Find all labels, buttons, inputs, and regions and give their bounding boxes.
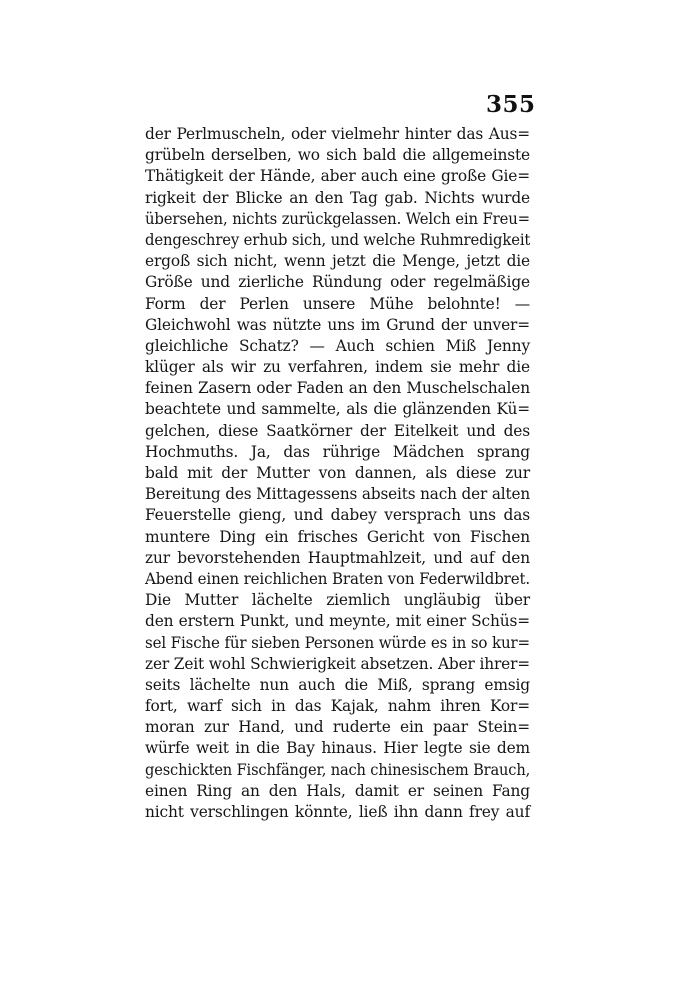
text-line: gelchen, diese Saatkörner der Eitelkeit und des	[145, 421, 530, 440]
text-line: Form der Perlen unsere Mühe belohnte! —	[145, 294, 530, 313]
text-line: sel Fische für sieben Personen würde es in so kur=	[145, 633, 531, 652]
text-line: der Perlmuscheln, oder vielmehr hinter das Aus=	[145, 125, 530, 143]
text-line: Feuerstelle gieng, und dabey versprach uns das	[145, 506, 530, 525]
text-line: beachtete und sammelte, als die glänzenden Kü=	[145, 400, 530, 419]
text-line: fort, warf sich in das Kajak, nahm ihren Kor=	[145, 697, 530, 716]
text-line: Abend einen reichlichen Braten von Federwildbret.	[145, 569, 531, 588]
text-line: würfe weit in die Bay hinaus. Hier legte sie dem	[145, 739, 530, 758]
text-line: den erstern Punkt, und meynte, mit einer Schüs=	[145, 612, 530, 631]
text-line: Gleichwohl was nützte uns im Grund der unver=	[145, 315, 530, 334]
text-line: gleichliche Schatz? — Auch schien Miß Jenny	[145, 336, 530, 355]
text-line: einen Ring an den Hals, damit er seinen Fang	[145, 781, 530, 800]
text-line: bald mit der Mutter von dannen, als diese zur	[145, 464, 530, 482]
text-line: rigkeit der Blicke an den Tag gab. Nichts wurde	[145, 188, 530, 207]
text-line: ergoß sich nicht, wenn jetzt die Menge, jetzt die	[145, 252, 530, 271]
text-line: grübeln derselben, wo sich bald die allgemeinste	[145, 146, 530, 165]
text-line: seits lächelte nun auch die Miß, sprang emsig	[145, 675, 530, 694]
text-line: feinen Zasern oder Faden an den Muschelschalen	[145, 379, 530, 398]
text-line: muntere Ding ein frisches Gericht von Fischen	[145, 527, 530, 546]
text-line: geschickten Fischfänger, nach chinesischem Brauch,	[145, 760, 531, 779]
text-line: Hochmuths. Ja, das rührige Mädchen sprang	[145, 442, 530, 461]
text-line: zur bevorstehenden Hauptmahlzeit, und auf den	[145, 548, 530, 567]
text-line: klüger als wir zu verfahren, indem sie mehr die	[145, 358, 530, 377]
text-line: moran zur Hand, und ruderte ein paar Stein=	[145, 718, 530, 737]
text-line: zer Zeit wohl Schwierigkeit absetzen. Aber ihrer=	[145, 654, 530, 673]
text-line: Thätigkeit der Hände, aber auch eine große Gie=	[145, 167, 530, 186]
text-line: Größe und zierliche Ründung oder regelmäßige	[145, 273, 530, 292]
text-line: Die Mutter lächelte ziemlich ungläubig über	[145, 591, 530, 610]
page-number: 355	[486, 91, 536, 118]
text-line: nicht verschlingen könnte, ließ ihn dann frey auf	[145, 803, 530, 821]
text-line: übersehen, nichts zurückgelassen. Welch ein Freu=	[145, 209, 530, 228]
text-line: dengeschrey erhub sich, und welche Ruhmredigkeit	[145, 230, 531, 249]
text-line: Bereitung des Mittagessens abseits nach der alten	[145, 485, 530, 504]
body-text	[145, 124, 530, 823]
